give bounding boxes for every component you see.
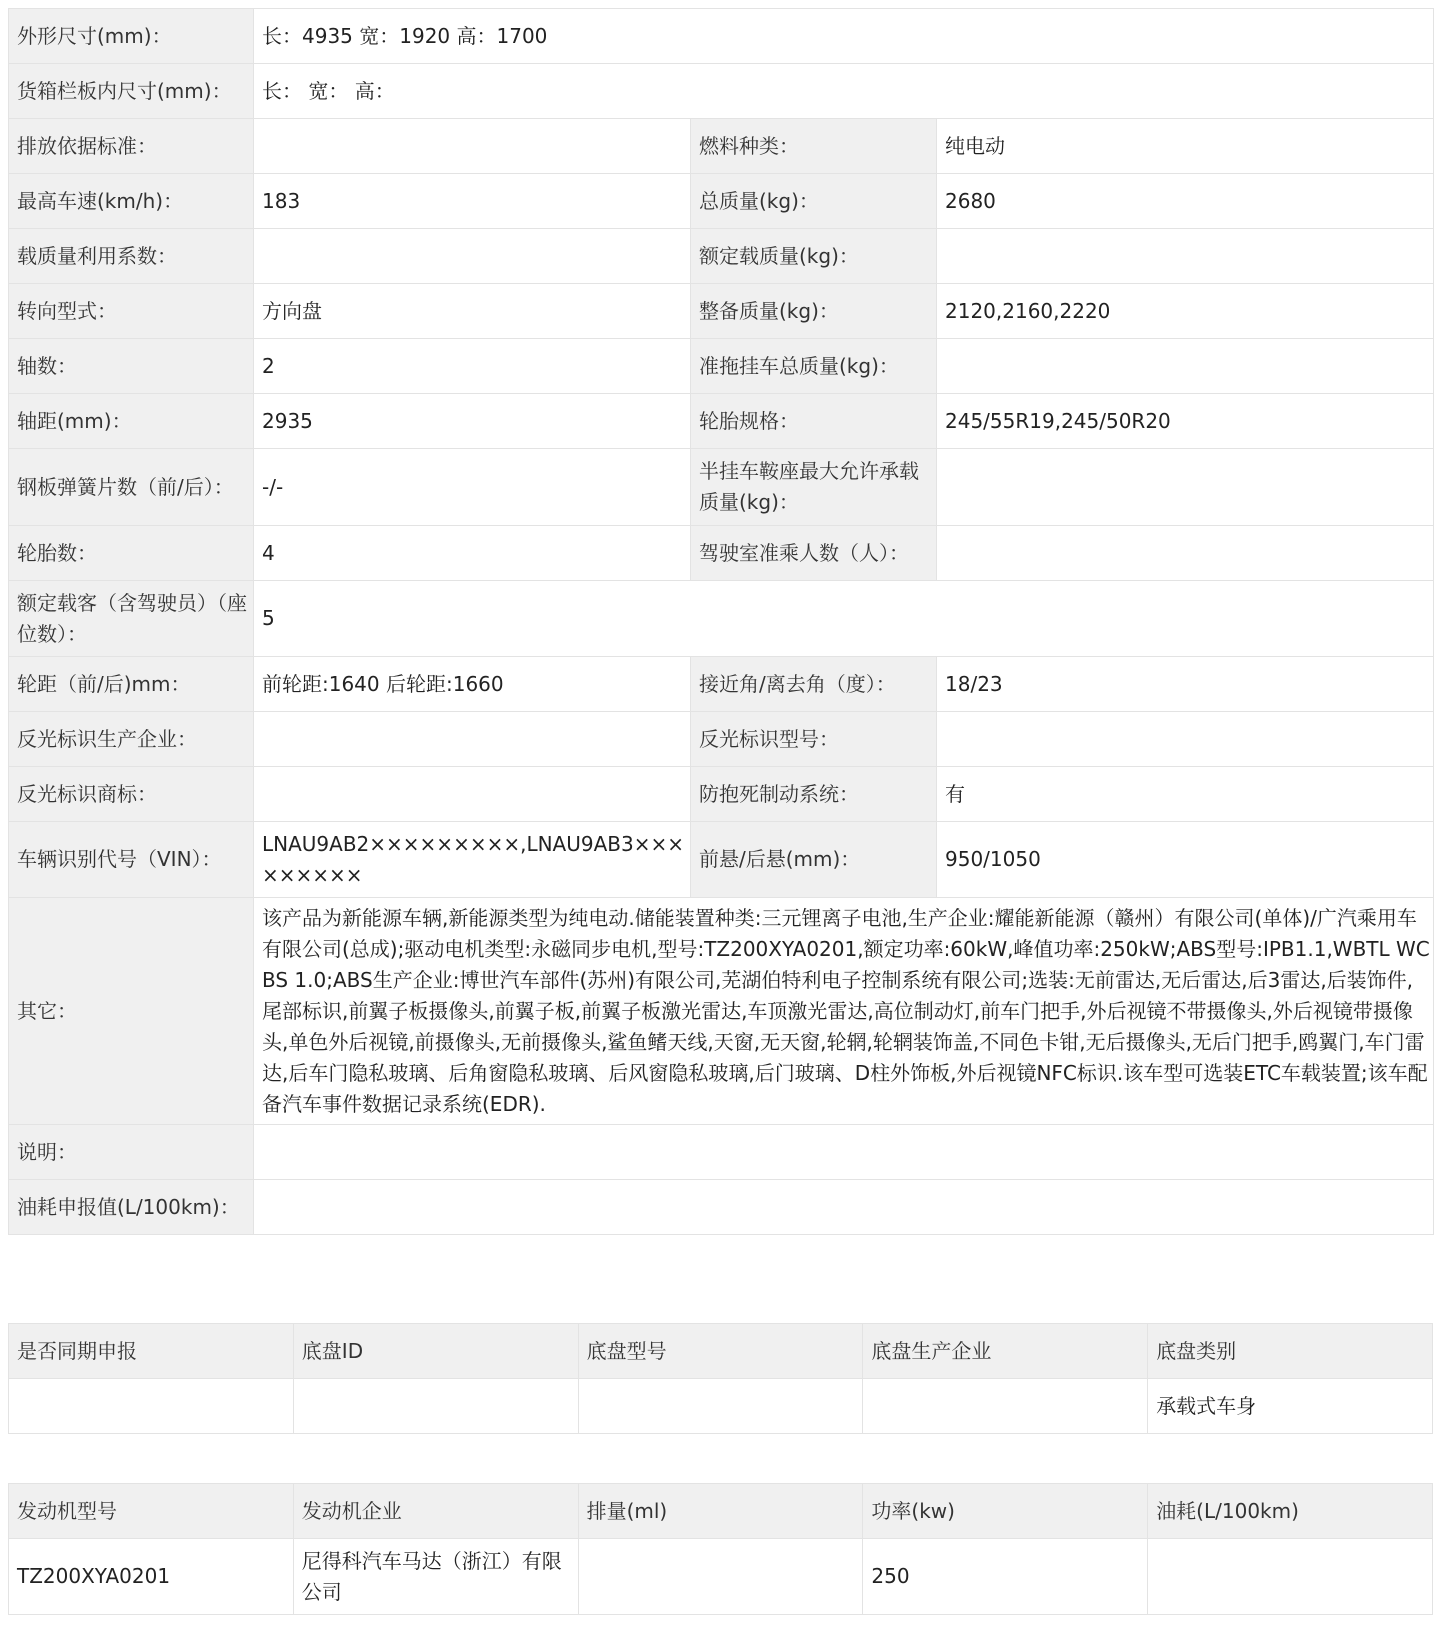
spec-label: 反光标识型号： <box>691 712 937 767</box>
spec-value: 2120,2160,2220 <box>937 284 1434 339</box>
table-cell: 尼得科汽车马达（浙江）有限公司 <box>293 1539 578 1615</box>
spec-value: -/- <box>254 449 691 526</box>
spec-value: 纯电动 <box>937 119 1434 174</box>
spec-value <box>254 1125 1434 1180</box>
spec-row <box>9 526 1434 581</box>
spec-label: 车辆识别代号（VIN）： <box>9 822 254 898</box>
spec-label: 载质量利用系数： <box>9 229 254 284</box>
column-header: 底盘型号 <box>578 1324 863 1379</box>
spec-value: 2935 <box>254 394 691 449</box>
column-header: 排量(ml) <box>578 1484 863 1539</box>
spec-value <box>254 229 691 284</box>
spec-value: LNAU9AB2×××××××××,LNAU9AB3××××××××× <box>254 822 691 898</box>
spec-label: 轴距(mm)： <box>9 394 254 449</box>
spec-value: 长：4935 宽：1920 高：1700 <box>254 9 1434 64</box>
column-header: 是否同期申报 <box>9 1324 294 1379</box>
table-cell <box>578 1539 863 1615</box>
spec-row <box>9 284 1434 339</box>
spec-label: 驾驶室准乘人数（人）： <box>691 526 937 581</box>
table-cell <box>578 1379 863 1434</box>
chassis-table <box>8 1323 1433 1434</box>
spec-label: 总质量(kg)： <box>691 174 937 229</box>
table-cell <box>293 1379 578 1434</box>
spec-value: 2 <box>254 339 691 394</box>
spec-label: 排放依据标准： <box>9 119 254 174</box>
spec-row-dimensions <box>9 9 1434 64</box>
table-row <box>9 1379 1433 1434</box>
column-header: 底盘ID <box>293 1324 578 1379</box>
table-header-row <box>9 1324 1433 1379</box>
spec-value <box>254 1180 1434 1235</box>
spec-label: 额定载质量(kg)： <box>691 229 937 284</box>
spec-value <box>937 229 1434 284</box>
spec-row <box>9 712 1434 767</box>
spec-value: 2680 <box>937 174 1434 229</box>
spec-row-cargo-box <box>9 64 1434 119</box>
table-cell <box>1148 1539 1433 1615</box>
spec-value: 长： 宽： 高： <box>254 64 1434 119</box>
table-header-row <box>9 1484 1433 1539</box>
spec-value <box>254 119 691 174</box>
spec-value <box>937 339 1434 394</box>
spec-row <box>9 119 1434 174</box>
spec-value: 18/23 <box>937 657 1434 712</box>
spec-notes: 该产品为新能源车辆,新能源类型为纯电动.储能装置种类:三元锂离子电池,生产企业:耀能新能源（赣州）有限公司(单体)/广汽乘用车有限公司(总成);驱动电机类型:永磁同步电机,型号:TZ200XYA0201,额定功率:60kW,峰值功率:250kW;ABS型号:IPB1.1,WBTL WCBS 1.0;ABS生产企业:博世汽车部件(苏州)有限公司,芜湖伯特利电子控制系统有限公司;选装:无前雷达,无后雷达,后3雷达,后装饰件,尾部标识,前翼子板摄像头,前翼子板,前翼子板激光雷达,车顶激光雷达,高位制动灯,前车门把手,外后视镜不带摄像头,外后视镜带摄像头,单色外后视镜,前摄像头,无前摄像头,鲨鱼鳍天线,天窗,无天窗,轮辋,轮辋装饰盖,不同色卡钳,无后摄像头,无后门把手,鸥翼门,车门雷达,后车门隐私玻璃、后角窗隐私玻璃、后风窗隐私玻璃,后门玻璃、D柱外饰板,外后视镜NFC标识.该车型可选装ETC车载装置;该车配备汽车事件数据记录系统(EDR). <box>254 898 1434 1125</box>
spec-value <box>254 767 691 822</box>
spec-label: 轮胎规格： <box>691 394 937 449</box>
spec-label: 反光标识商标： <box>9 767 254 822</box>
spec-row <box>9 229 1434 284</box>
spec-label: 其它： <box>9 898 254 1125</box>
spec-label: 准拖挂车总质量(kg)： <box>691 339 937 394</box>
spec-label: 防抱死制动系统： <box>691 767 937 822</box>
spec-value <box>254 712 691 767</box>
spec-label: 接近角/离去角（度）： <box>691 657 937 712</box>
spec-row <box>9 449 1434 526</box>
spec-value: 有 <box>937 767 1434 822</box>
spec-label: 轮距（前/后)mm： <box>9 657 254 712</box>
spec-row <box>9 174 1434 229</box>
spec-label: 最高车速(km/h)： <box>9 174 254 229</box>
column-header: 发动机型号 <box>9 1484 294 1539</box>
spec-value <box>937 526 1434 581</box>
spec-row <box>9 767 1434 822</box>
table-cell <box>9 1379 294 1434</box>
spec-value <box>937 712 1434 767</box>
column-header: 底盘生产企业 <box>863 1324 1148 1379</box>
spec-label: 轮胎数： <box>9 526 254 581</box>
spec-label: 整备质量(kg)： <box>691 284 937 339</box>
table-cell: 250 <box>863 1539 1148 1615</box>
spec-value: 950/1050 <box>937 822 1434 898</box>
spec-value: 4 <box>254 526 691 581</box>
column-header: 底盘类别 <box>1148 1324 1433 1379</box>
table-cell <box>863 1379 1148 1434</box>
spec-row-vin <box>9 822 1434 898</box>
spec-label: 半挂车鞍座最大允许承载质量(kg)： <box>691 449 937 526</box>
spec-label: 外形尺寸(mm)： <box>9 9 254 64</box>
spec-label: 前悬/后悬(mm)： <box>691 822 937 898</box>
spec-row <box>9 339 1434 394</box>
table-row <box>9 1539 1433 1615</box>
spec-label: 燃料种类： <box>691 119 937 174</box>
spec-label: 钢板弹簧片数（前/后）： <box>9 449 254 526</box>
table-cell: TZ200XYA0201 <box>9 1539 294 1615</box>
spec-label: 反光标识生产企业： <box>9 712 254 767</box>
spec-label: 货箱栏板内尺寸(mm)： <box>9 64 254 119</box>
spec-label: 说明： <box>9 1125 254 1180</box>
spec-value: 前轮距:1640 后轮距:1660 <box>254 657 691 712</box>
spec-row-fuel <box>9 1180 1434 1235</box>
spec-value: 5 <box>254 581 1434 657</box>
spec-row <box>9 394 1434 449</box>
spec-label: 转向型式： <box>9 284 254 339</box>
spec-value: 245/55R19,245/50R20 <box>937 394 1434 449</box>
column-header: 发动机企业 <box>293 1484 578 1539</box>
spec-row <box>9 657 1434 712</box>
column-header: 油耗(L/100km) <box>1148 1484 1433 1539</box>
vehicle-spec-table <box>8 8 1434 1235</box>
spec-label: 轴数： <box>9 339 254 394</box>
spec-row-other <box>9 898 1434 1125</box>
spec-row-passengers <box>9 581 1434 657</box>
column-header: 功率(kw) <box>863 1484 1148 1539</box>
engine-table <box>8 1483 1433 1615</box>
spec-label: 油耗申报值(L/100km)： <box>9 1180 254 1235</box>
spec-label: 额定载客（含驾驶员）（座位数）： <box>9 581 254 657</box>
spec-value: 方向盘 <box>254 284 691 339</box>
spec-value <box>937 449 1434 526</box>
table-cell: 承载式车身 <box>1148 1379 1433 1434</box>
spec-value: 183 <box>254 174 691 229</box>
spec-row-description <box>9 1125 1434 1180</box>
